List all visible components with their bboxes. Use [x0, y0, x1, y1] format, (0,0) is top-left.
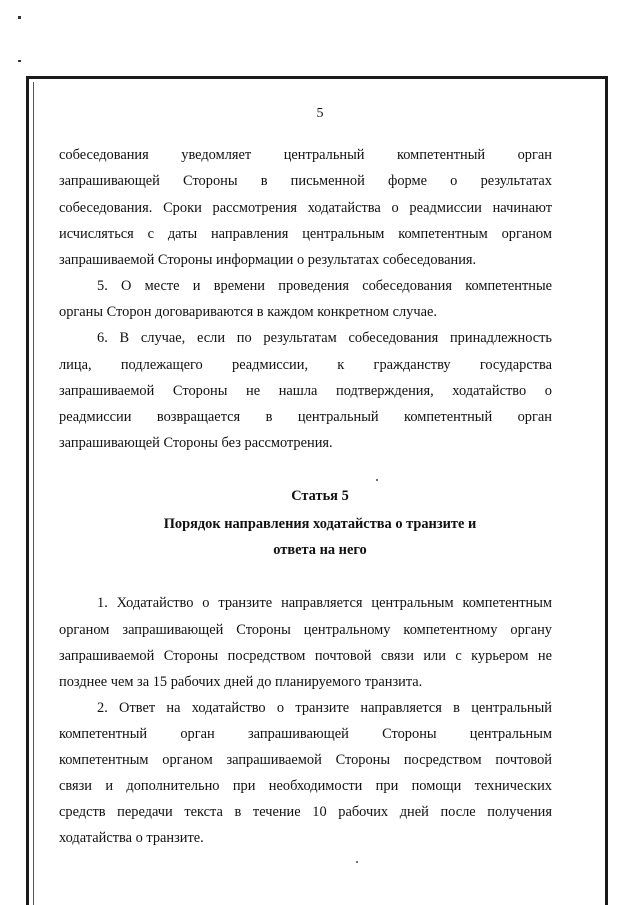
text-line: собеседования. Сроки рассмотрения ходатайства о реадмиссии начинают	[59, 200, 552, 216]
text-line: 6. В случае, если по результатам собеседования принадлежность	[97, 330, 552, 346]
text-line: 2. Ответ на ходатайство о транзите направляется в центральный	[97, 700, 552, 716]
article-title-line: Порядок направления ходатайства о транзите и	[163, 516, 477, 532]
text-line: лица, подлежащего реадмиссии, к гражданству государства	[59, 357, 552, 373]
text-line: ходатайства о транзите.	[59, 830, 204, 846]
text-line: запрашиваемой Стороны не нашла подтверждения, ходатайство о	[59, 383, 552, 399]
text-line: запрашивающей Стороны без рассмотрения.	[59, 435, 333, 451]
article-heading: Статья 5	[291, 488, 349, 504]
text-line: 1. Ходатайство о транзите направляется центральным компетентным	[97, 595, 552, 611]
text-line: компетентным органом запрашиваемой Стороны посредством почтовой	[59, 752, 552, 768]
page-number: 5	[316, 106, 324, 121]
text-line: позднее чем за 15 рабочих дней до планируемого транзита.	[59, 674, 423, 690]
scan-speck	[356, 861, 358, 863]
scan-speck	[18, 60, 21, 62]
text-line: реадмиссии возвращается в центральный компетентный орган	[59, 409, 552, 425]
text-line: исчисляться с даты направления центральным компетентным органом	[59, 226, 552, 242]
scan-speck	[18, 16, 21, 19]
text-line: 5. О месте и времени проведения собеседования компетентные	[97, 278, 552, 294]
scan-speck	[376, 479, 378, 481]
text-line: запрашиваемой Стороны посредством почтовой связи или с курьером не	[59, 648, 552, 664]
text-line: собеседования уведомляет центральный компетентный орган	[59, 147, 552, 163]
article-title-line: ответа на него	[273, 542, 367, 558]
text-line: компетентный орган запрашивающей Стороны центральным	[59, 726, 552, 742]
text-line: запрашивающей Стороны в письменной форме о результатах	[59, 173, 552, 189]
text-line: органы Сторон договариваются в каждом конкретном случае.	[59, 304, 437, 320]
text-line: средств передачи текста в течение 10 рабочих дней после получения	[59, 804, 552, 820]
text-line: связи и дополнительно при необходимости при помощи технических	[59, 778, 552, 794]
text-line: органом запрашивающей Стороны центральному компетентному органу	[59, 622, 552, 638]
page-frame-top	[26, 76, 608, 79]
text-line: запрашиваемой Стороны информации о результатах собеседования.	[59, 252, 477, 268]
